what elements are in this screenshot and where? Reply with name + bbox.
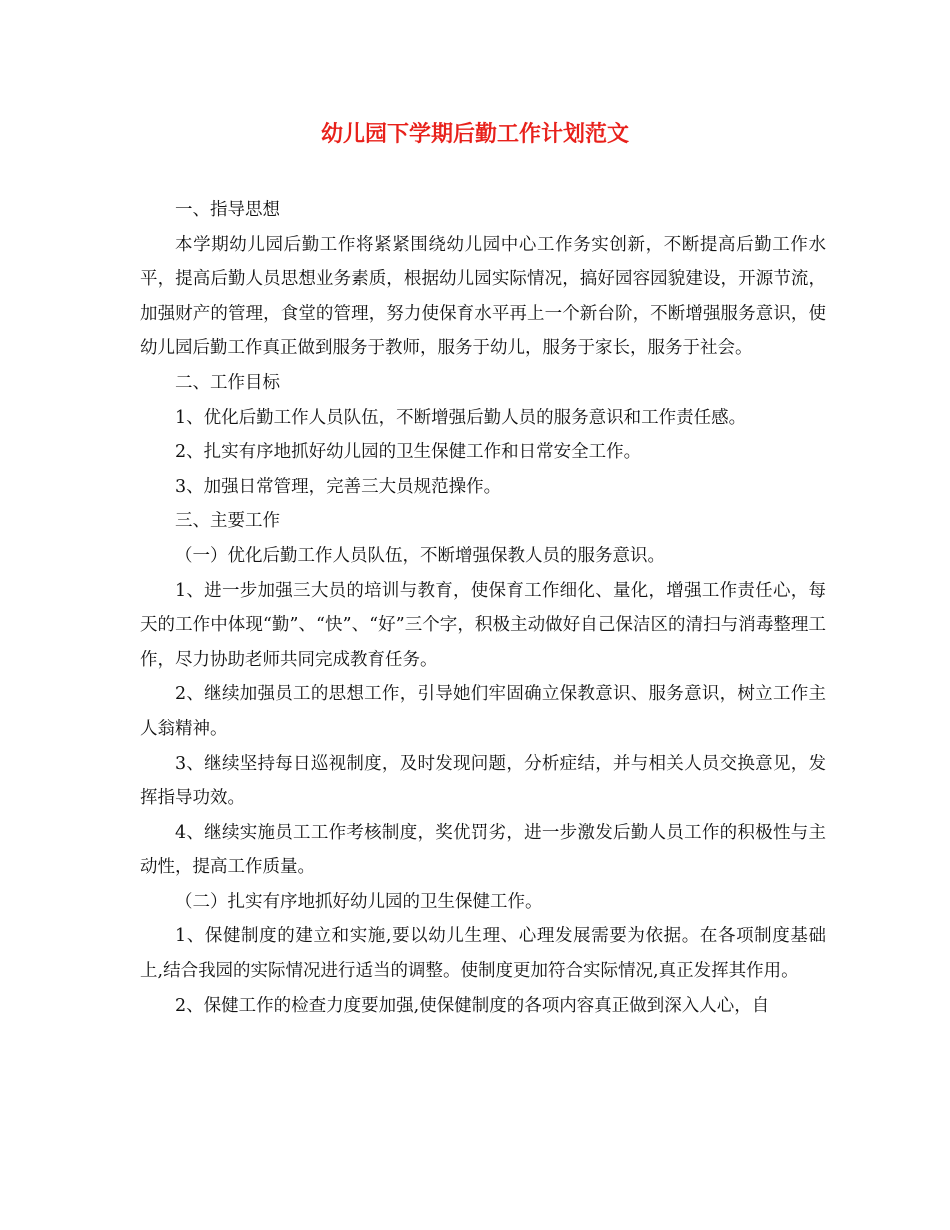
goal-item-1: 1、优化后勤工作人员队伍，不断增强后勤人员的服务意识和工作责任感。: [175, 407, 747, 428]
subheading-staff-optimization: （一）优化后勤工作人员队伍，不断增强保教人员的服务意识。: [175, 545, 665, 566]
goal-item-3: 3、加强日常管理，完善三大员规范操作。: [175, 476, 502, 497]
paragraph-guiding-ideology: 本学期幼儿园后勤工作将紧紧围绕幼儿园中心工作务实创新，不断提高后勤工作水平，提高后勤人员思想业务素质，根据幼儿园实际情况，搞好园容园貌建设，开源节流，加强财产的管理，食堂的管理，努力使保育水平再上一个新台阶，不断增强服务意识，使幼儿园后勤工作真正做到服务于教师，服务于幼儿，服务于家长，服务于社会。: [140, 234, 826, 359]
health-item-1: 1、保健制度的建立和实施,要以幼儿生理、心理发展需要为依据。在各项制度基础上,结合我园的实际情况进行适当的调整。使制度更加符合实际情况,真正发挥其作用。: [140, 926, 826, 982]
heading-main-work: 三、主要工作: [175, 511, 280, 532]
staff-item-3: 3、继续坚持每日巡视制度，及时发现问题，分析症结，并与相关人员交换意见，发挥指导功效。: [140, 753, 826, 809]
subheading-health-care: （二）扎实有序地抓好幼儿园的卫生保健工作。: [175, 891, 543, 912]
document-title: 幼儿园下学期后勤工作计划范文: [320, 121, 629, 147]
goal-item-2: 2、扎实有序地抓好幼儿园的卫生保健工作和日常安全工作。: [175, 442, 642, 463]
heading-guiding-ideology: 一、指导思想: [175, 200, 280, 220]
staff-item-4: 4、继续实施员工工作考核制度，奖优罚劣，进一步激发后勤人员工作的积极性与主动性，提高工作质量。: [140, 822, 826, 878]
staff-item-1: 1、进一步加强三大员的培训与教育，使保育工作细化、量化，增强工作责任心，每天的工作中体现“勤”、“快”、“好”三个字，积极主动做好自己保洁区的清扫与消毒整理工作，尽力协助老师共同完成教育任务。: [140, 580, 826, 670]
document-body: [140, 193, 826, 1023]
heading-work-goals: 二、工作目标: [175, 372, 280, 393]
health-item-2: 2、保健工作的检查力度要加强,使保健制度的各项内容真正做到深入人心，自: [175, 995, 770, 1016]
staff-item-2: 2、继续加强员工的思想工作，引导她们牢固确立保教意识、服务意识，树立工作主人翁精神。: [140, 684, 826, 739]
